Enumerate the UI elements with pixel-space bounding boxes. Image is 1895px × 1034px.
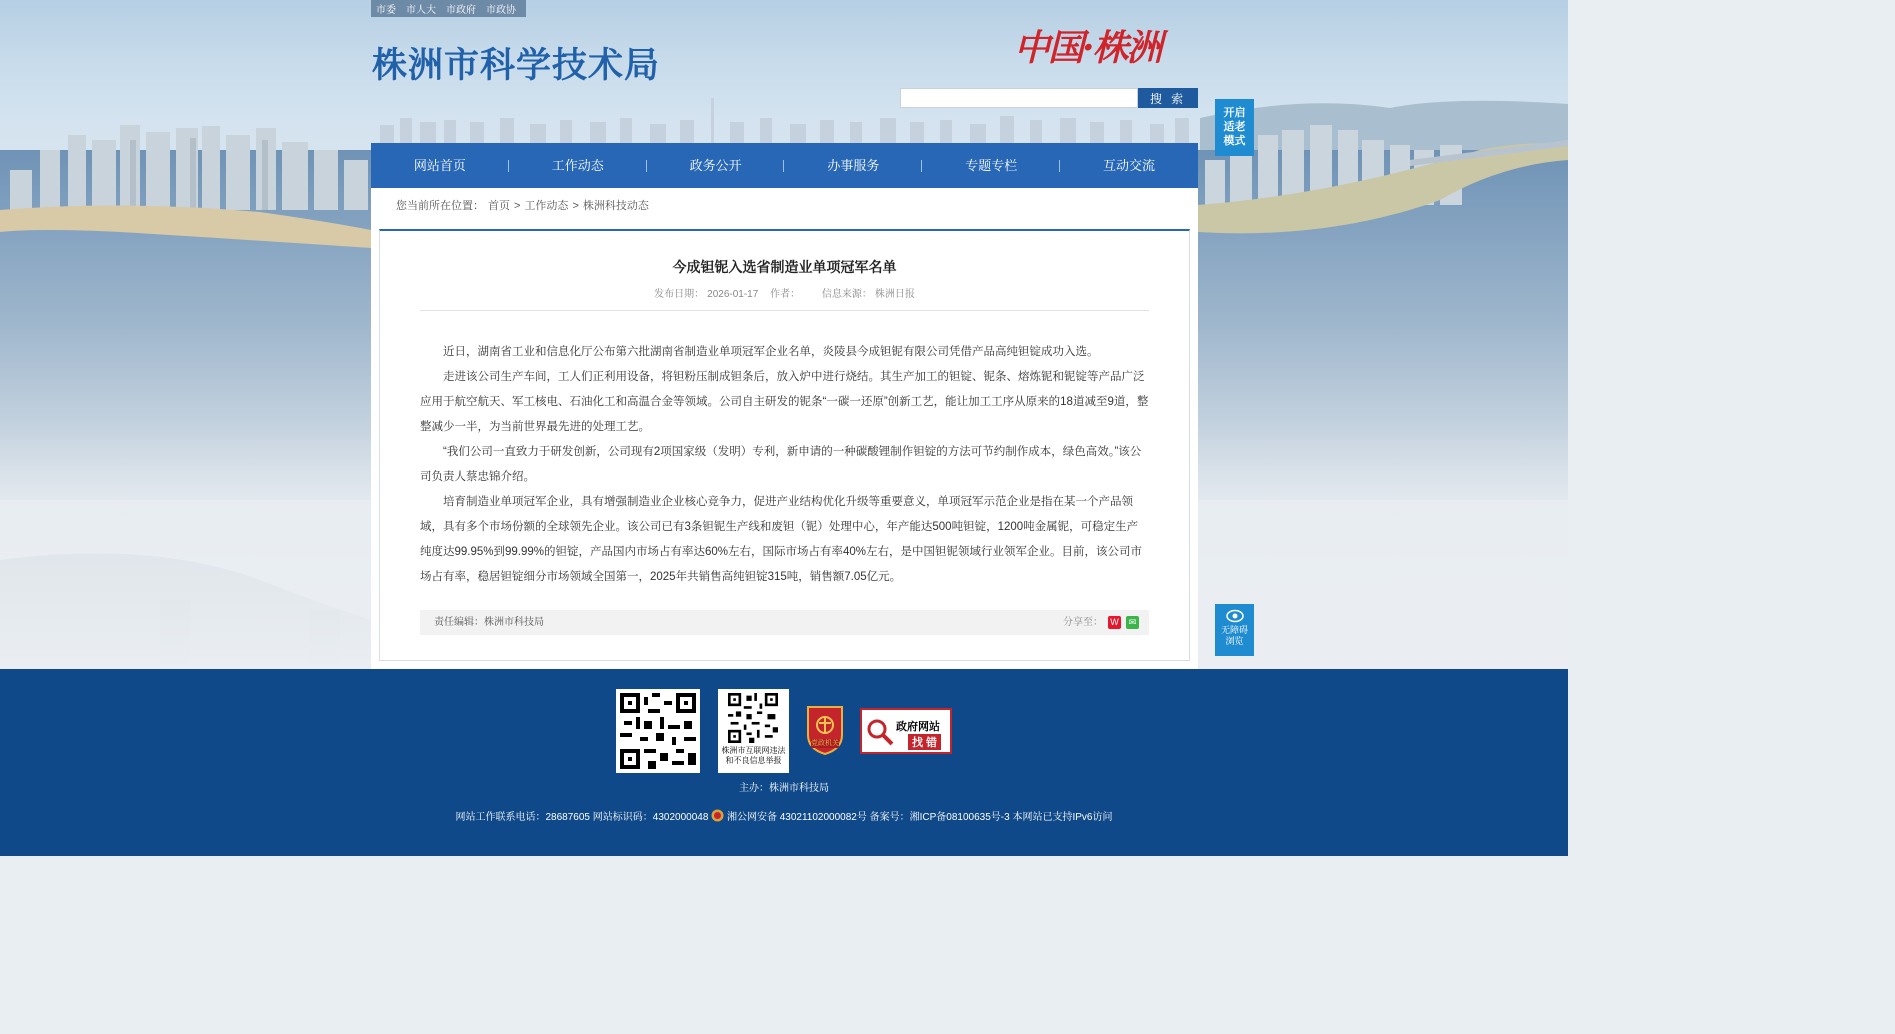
qr-code-icon — [728, 693, 778, 743]
paragraph: 培育制造业单项冠军企业，具有增强制造业企业核心竞争力，促进产业结构优化升级等重要意义，单项冠军示范企业是指在某一个产品领域，具有多个市场份额的全球领先企业。该公司已有3条钽铌生产线和废钽（铌）处理中心，年产能达500吨钽锭，1200吨金属铌，可稳定生产纯度达99.95%到99.99%的钽锭，产品国内市场占有率达60%左右，国际市场占有率40%左右，是中国钽铌领域行业领军企业。目前，该公司市场占有率，稳居钽锭细分市场领域全国第一，2025年共销售高纯钽锭315吨，销售额7.05亿元。 — [420, 496, 1143, 583]
breadcrumb-sep: > — [572, 200, 579, 212]
elder-mode-line3: 模式 — [1223, 135, 1246, 147]
toplink-shizhengfu[interactable]: 市政府 — [446, 5, 476, 16]
china-zhuzhou-calligraphy: 中国·株洲 — [1014, 27, 1161, 69]
nav-work-news[interactable]: 工作动态 — [509, 143, 647, 188]
accessible-browse-button[interactable] — [1215, 604, 1254, 656]
paragraph: 走进该公司生产车间，工人们正利用设备，将钽粉压制成钽条后，放入炉中进行烧结。其生产加工的钽锭、铌条、熔炼铌和铌锭等产品广泛应用于航空航天、军工核电、石油化工和高温合金等领域。公司自主研发的铌条“一碳一还原”创新工艺，能让加工工序从原来的18道减至9道，整整减少一半，为当前世界最先进的处理工艺。 — [420, 371, 1149, 433]
party-gov-badge[interactable] — [804, 705, 846, 755]
editor-label: 责任编辑： — [434, 617, 484, 628]
date-label: 发布日期： — [654, 289, 705, 300]
host-name: 株洲市科技局 — [769, 783, 829, 794]
nav-services[interactable]: 办事服务 — [784, 143, 922, 188]
nav-gov-affairs[interactable]: 政务公开 — [647, 143, 785, 188]
share-area — [1063, 610, 1139, 635]
site-logo[interactable]: 株洲市科学技术局 — [372, 46, 661, 86]
host-label: 主办： — [739, 783, 769, 794]
breadcrumb — [396, 199, 653, 213]
article-title: 今成钽铌入选省制造业单项冠军名单 — [672, 259, 897, 275]
search-button[interactable]: 搜 索 — [1138, 88, 1198, 108]
accessible-line2: 浏览 — [1225, 636, 1244, 646]
breadcrumb-home[interactable]: 首页 — [488, 200, 510, 212]
paragraph: 近日，湖南省工业和信息化厅公布第六批湖南省制造业单项冠军企业名单，炎陵县今成钽铌有限公司凭借产品高纯钽锭成功入选。 — [443, 346, 1099, 358]
report-qr-label-1: 株洲市互联网违法 — [721, 746, 786, 755]
paragraph: “我们公司一直致力于研发创新，公司现有2项国家级（发明）专利，新申请的一种碳酸锂制作钽锭的方法可节约制作成本，绿色高效。”该公司负责人蔡忠锦介绍。 — [420, 446, 1142, 483]
jiucuo-line2: 找 错 — [908, 734, 941, 750]
article-body — [420, 340, 1149, 590]
article-meta — [379, 285, 1190, 300]
elder-mode-line1: 开启 — [1223, 107, 1246, 119]
accessible-line1: 无障碍 — [1220, 625, 1248, 635]
footer-contact: 网站工作联系电话：28687605 网站标识码：4302000048 — [455, 812, 709, 823]
police-badge-icon — [711, 809, 724, 822]
qr-code-report — [718, 689, 789, 773]
wechat-icon[interactable]: ✉ — [1126, 616, 1139, 629]
toplink-shiwei[interactable]: 市委 — [376, 5, 396, 16]
breadcrumb-current[interactable]: 株洲科技动态 — [582, 200, 649, 212]
magnifier-icon — [865, 717, 895, 747]
qr-code-icon — [620, 693, 696, 769]
eye-icon — [1226, 609, 1244, 623]
toplink-shirenda[interactable]: 市人大 — [406, 5, 436, 16]
jiucuo-line1: 政府网站 — [896, 721, 940, 733]
party-gov-label: 党政机关 — [811, 740, 839, 747]
share-label: 分享至： — [1063, 617, 1103, 628]
footer-host — [0, 779, 1568, 794]
title-divider — [420, 310, 1149, 311]
editor-bar — [420, 610, 1149, 635]
source: 株洲日报 — [874, 289, 915, 300]
gov-site-error-report[interactable] — [860, 708, 952, 754]
footer-police-record[interactable]: 湘公网安备 43021102000082号 备案号：湘ICP备08100635号-3 本网站已支持IPv6访问 — [726, 812, 1113, 823]
search-form — [900, 88, 1198, 108]
nav-interaction[interactable]: 互动交流 — [1103, 158, 1156, 173]
weibo-icon[interactable]: W — [1108, 616, 1121, 629]
source-label: 信息来源： — [821, 289, 872, 300]
editor-name: 株洲市科技局 — [484, 617, 544, 628]
breadcrumb-work-news[interactable]: 工作动态 — [524, 200, 569, 212]
nav-home[interactable]: 网站首页 — [371, 143, 509, 188]
qr-code-wechat — [616, 689, 700, 773]
author-label: 作者： — [770, 289, 801, 300]
top-links-bar — [371, 0, 526, 17]
nav-special-topics[interactable]: 专题专栏 — [922, 143, 1060, 188]
elder-mode-line2: 适老 — [1223, 121, 1246, 133]
footer-info — [0, 808, 1568, 823]
elder-mode-button[interactable] — [1215, 99, 1254, 156]
toplink-shizhengxie[interactable]: 市政协 — [486, 5, 516, 16]
publish-date: 2026-01-17 — [707, 289, 759, 300]
search-input[interactable] — [900, 88, 1138, 108]
breadcrumb-prefix: 您当前所在位置： — [396, 200, 484, 212]
main-nav — [371, 143, 1198, 188]
breadcrumb-sep: > — [514, 200, 521, 212]
report-qr-label-2: 和不良信息举报 — [725, 756, 782, 765]
